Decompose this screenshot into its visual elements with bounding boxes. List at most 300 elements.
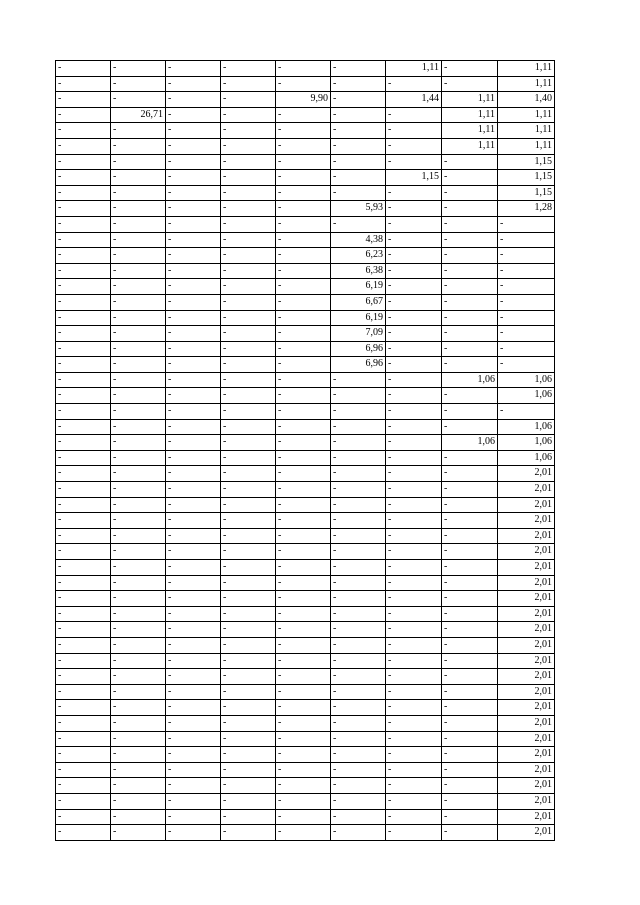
table-cell: - — [276, 591, 331, 607]
table-cell: - — [331, 700, 386, 716]
table-cell: - — [276, 544, 331, 560]
table-cell: - — [111, 138, 166, 154]
table-cell: - — [166, 419, 221, 435]
table-cell: - — [386, 201, 442, 217]
table-cell: - — [276, 61, 331, 77]
table-cell: - — [276, 825, 331, 841]
table-cell: - — [166, 76, 221, 92]
table-cell: - — [386, 715, 442, 731]
table-cell: - — [442, 61, 498, 77]
table-cell: - — [111, 669, 166, 685]
table-cell: - — [221, 591, 276, 607]
table-cell: - — [331, 747, 386, 763]
table-cell: - — [386, 575, 442, 591]
table-cell: - — [166, 123, 221, 139]
table-cell: - — [442, 279, 498, 295]
table-cell: 2,01 — [498, 513, 555, 529]
table-row — [56, 700, 555, 716]
table-cell: - — [56, 762, 111, 778]
table-cell: - — [166, 294, 221, 310]
table-cell: - — [221, 482, 276, 498]
table-cell: - — [276, 793, 331, 809]
table-cell: - — [56, 61, 111, 77]
table-cell: - — [111, 310, 166, 326]
table-cell: - — [111, 544, 166, 560]
table-cell: - — [498, 248, 555, 264]
table-cell: - — [331, 591, 386, 607]
table-row — [56, 731, 555, 747]
table-row — [56, 450, 555, 466]
table-cell: - — [442, 747, 498, 763]
table-cell: - — [111, 793, 166, 809]
table-cell: - — [442, 653, 498, 669]
table-cell: - — [442, 591, 498, 607]
table-cell: - — [442, 544, 498, 560]
table-cell: - — [111, 248, 166, 264]
table-cell: - — [111, 482, 166, 498]
table-cell: 2,01 — [498, 669, 555, 685]
table-cell: - — [111, 216, 166, 232]
table-cell: - — [56, 528, 111, 544]
table-cell: - — [442, 622, 498, 638]
table-row — [56, 715, 555, 731]
table-cell: 6,19 — [331, 310, 386, 326]
table-cell: - — [442, 216, 498, 232]
table-cell: - — [442, 762, 498, 778]
table-cell: 2,01 — [498, 544, 555, 560]
table-cell: - — [386, 279, 442, 295]
table-cell: - — [276, 279, 331, 295]
table-cell: - — [498, 232, 555, 248]
table-cell: - — [331, 170, 386, 186]
table-cell: - — [276, 560, 331, 576]
table-row — [56, 404, 555, 420]
table-cell: - — [331, 185, 386, 201]
table-cell: - — [111, 653, 166, 669]
table-cell: - — [386, 669, 442, 685]
table-cell: - — [166, 216, 221, 232]
table-cell: - — [386, 809, 442, 825]
table-cell: - — [276, 341, 331, 357]
table-cell: - — [331, 762, 386, 778]
table-cell: - — [111, 92, 166, 108]
table-row — [56, 294, 555, 310]
table-cell: 1,11 — [442, 107, 498, 123]
table-cell: - — [111, 762, 166, 778]
table-cell: - — [276, 294, 331, 310]
table-cell: - — [386, 684, 442, 700]
table-cell: - — [442, 778, 498, 794]
table-cell: - — [111, 232, 166, 248]
table-row — [56, 61, 555, 77]
table-cell: - — [442, 700, 498, 716]
table-cell: - — [56, 825, 111, 841]
table-cell: - — [111, 450, 166, 466]
table-cell: - — [276, 466, 331, 482]
table-cell: - — [442, 809, 498, 825]
data-table — [55, 60, 555, 841]
table-cell: - — [111, 684, 166, 700]
table-cell: 2,01 — [498, 622, 555, 638]
table-cell: - — [166, 544, 221, 560]
table-row — [56, 435, 555, 451]
table-cell: - — [166, 700, 221, 716]
table-cell: - — [56, 326, 111, 342]
table-cell: - — [56, 747, 111, 763]
table-row — [56, 248, 555, 264]
table-cell: - — [442, 825, 498, 841]
table-cell: - — [166, 357, 221, 373]
table-cell: 1,11 — [386, 61, 442, 77]
table-cell: - — [442, 669, 498, 685]
table-cell: - — [331, 404, 386, 420]
table-cell: - — [386, 731, 442, 747]
table-cell: - — [276, 809, 331, 825]
table-cell: - — [386, 138, 442, 154]
table-cell: - — [276, 388, 331, 404]
table-row — [56, 107, 555, 123]
table-cell: - — [276, 123, 331, 139]
table-cell: 1,06 — [498, 450, 555, 466]
table-cell: - — [221, 606, 276, 622]
table-cell: - — [442, 528, 498, 544]
table-cell: - — [221, 497, 276, 513]
table-cell: 1,15 — [386, 170, 442, 186]
table-cell: - — [221, 310, 276, 326]
table-cell: - — [221, 138, 276, 154]
table-cell: - — [386, 793, 442, 809]
table-cell: - — [276, 497, 331, 513]
table-cell: - — [442, 731, 498, 747]
table-cell: - — [221, 294, 276, 310]
table-cell: - — [56, 216, 111, 232]
table-cell: - — [111, 170, 166, 186]
table-cell: 2,01 — [498, 747, 555, 763]
table-cell: - — [386, 76, 442, 92]
table-cell: - — [442, 575, 498, 591]
table-cell: 2,01 — [498, 653, 555, 669]
table-cell: - — [111, 747, 166, 763]
table-cell: - — [111, 76, 166, 92]
table-cell: - — [442, 185, 498, 201]
table-cell: - — [221, 107, 276, 123]
table-cell: - — [386, 216, 442, 232]
table-cell: - — [221, 76, 276, 92]
table-row — [56, 170, 555, 186]
table-cell: - — [111, 622, 166, 638]
table-cell: - — [221, 388, 276, 404]
table-cell: - — [221, 279, 276, 295]
table-cell: - — [442, 248, 498, 264]
table-cell: - — [386, 388, 442, 404]
table-cell: - — [276, 450, 331, 466]
table-cell: - — [331, 669, 386, 685]
table-cell: - — [331, 513, 386, 529]
table-cell: - — [442, 404, 498, 420]
table-cell: - — [166, 310, 221, 326]
table-cell: - — [111, 185, 166, 201]
table-cell: - — [221, 637, 276, 653]
table-cell: - — [166, 560, 221, 576]
table-cell: 1,11 — [442, 138, 498, 154]
table-cell: - — [166, 528, 221, 544]
table-cell: - — [166, 575, 221, 591]
table-cell: 2,01 — [498, 825, 555, 841]
table-cell: - — [166, 61, 221, 77]
table-cell: - — [386, 653, 442, 669]
table-row — [56, 560, 555, 576]
table-cell: - — [111, 388, 166, 404]
table-cell: - — [331, 825, 386, 841]
table-cell: - — [386, 762, 442, 778]
table-row — [56, 154, 555, 170]
table-cell: - — [442, 76, 498, 92]
table-row — [56, 669, 555, 685]
table-cell: - — [166, 653, 221, 669]
table-cell: - — [276, 669, 331, 685]
table-cell: - — [498, 357, 555, 373]
table-cell: - — [166, 637, 221, 653]
table-cell: - — [386, 466, 442, 482]
table-cell: - — [111, 591, 166, 607]
table-cell: - — [386, 825, 442, 841]
table-cell: 9,90 — [276, 92, 331, 108]
table-cell: - — [166, 326, 221, 342]
table-cell: - — [331, 61, 386, 77]
table-row — [56, 310, 555, 326]
table-cell: 1,44 — [386, 92, 442, 108]
table-cell: - — [56, 76, 111, 92]
table-cell: - — [442, 263, 498, 279]
table-cell: - — [166, 435, 221, 451]
table-cell: - — [56, 372, 111, 388]
table-cell: - — [276, 482, 331, 498]
table-cell: - — [221, 216, 276, 232]
table-cell: - — [498, 310, 555, 326]
table-cell: - — [111, 606, 166, 622]
table-cell: - — [331, 216, 386, 232]
table-cell: - — [166, 809, 221, 825]
table-cell: - — [56, 154, 111, 170]
table-cell: - — [498, 294, 555, 310]
table-row — [56, 263, 555, 279]
table-cell: - — [56, 435, 111, 451]
table-cell: - — [276, 232, 331, 248]
table-cell: - — [56, 793, 111, 809]
table-cell: - — [56, 294, 111, 310]
table-cell: - — [386, 326, 442, 342]
table-cell: - — [166, 778, 221, 794]
table-cell: - — [386, 310, 442, 326]
table-cell: - — [331, 606, 386, 622]
table-cell: - — [442, 388, 498, 404]
table-cell: - — [221, 248, 276, 264]
table-cell: 1,40 — [498, 92, 555, 108]
table-cell: - — [442, 310, 498, 326]
table-cell: 1,11 — [442, 92, 498, 108]
table-cell: 2,01 — [498, 793, 555, 809]
table-row — [56, 92, 555, 108]
table-cell: - — [221, 326, 276, 342]
table-cell: - — [442, 341, 498, 357]
table-body — [56, 61, 555, 841]
table-cell: - — [111, 778, 166, 794]
table-cell: - — [386, 544, 442, 560]
table-row — [56, 762, 555, 778]
table-cell: - — [56, 388, 111, 404]
table-row — [56, 466, 555, 482]
table-cell: - — [56, 248, 111, 264]
table-cell: - — [276, 700, 331, 716]
table-cell: 1,06 — [498, 435, 555, 451]
table-cell: - — [111, 497, 166, 513]
table-cell: - — [276, 731, 331, 747]
table-cell: - — [442, 357, 498, 373]
table-cell: - — [386, 185, 442, 201]
table-cell: - — [386, 700, 442, 716]
table-cell: - — [56, 560, 111, 576]
table-cell: - — [276, 575, 331, 591]
table-row — [56, 825, 555, 841]
table-cell: - — [276, 684, 331, 700]
table-row — [56, 123, 555, 139]
table-cell: - — [166, 684, 221, 700]
table-cell: - — [56, 185, 111, 201]
table-cell: 6,23 — [331, 248, 386, 264]
table-cell: - — [276, 513, 331, 529]
table-cell: 2,01 — [498, 591, 555, 607]
table-cell: - — [221, 341, 276, 357]
table-cell: - — [56, 591, 111, 607]
table-cell: - — [56, 606, 111, 622]
table-cell: - — [56, 310, 111, 326]
table-cell: - — [56, 544, 111, 560]
table-cell: 2,01 — [498, 731, 555, 747]
table-cell: - — [386, 778, 442, 794]
table-cell: - — [442, 637, 498, 653]
table-cell: - — [331, 809, 386, 825]
table-cell: - — [442, 466, 498, 482]
table-cell: - — [276, 154, 331, 170]
table-cell: - — [276, 622, 331, 638]
table-cell: - — [56, 263, 111, 279]
table-row — [56, 528, 555, 544]
table-cell: - — [56, 123, 111, 139]
table-cell: - — [331, 637, 386, 653]
table-cell: - — [56, 138, 111, 154]
table-cell: - — [331, 793, 386, 809]
table-cell: - — [111, 279, 166, 295]
table-cell: - — [276, 653, 331, 669]
table-cell: - — [111, 61, 166, 77]
table-cell: - — [111, 513, 166, 529]
table-cell: - — [331, 76, 386, 92]
table-cell: - — [386, 263, 442, 279]
table-cell: - — [111, 575, 166, 591]
table-cell: - — [331, 684, 386, 700]
table-cell: - — [442, 419, 498, 435]
table-cell: - — [166, 372, 221, 388]
table-cell: - — [56, 575, 111, 591]
table-cell: - — [166, 825, 221, 841]
table-cell: - — [56, 419, 111, 435]
table-cell: - — [331, 544, 386, 560]
table-cell: - — [276, 216, 331, 232]
table-cell: - — [166, 762, 221, 778]
table-cell: - — [111, 466, 166, 482]
table-row — [56, 185, 555, 201]
table-cell: - — [221, 700, 276, 716]
table-cell: - — [166, 450, 221, 466]
table-cell: - — [166, 279, 221, 295]
table-cell: - — [386, 450, 442, 466]
table-cell: - — [276, 747, 331, 763]
table-row — [56, 637, 555, 653]
table-cell: 1,06 — [498, 419, 555, 435]
table-cell: - — [56, 513, 111, 529]
table-cell: - — [166, 591, 221, 607]
table-row — [56, 497, 555, 513]
table-cell: - — [331, 715, 386, 731]
table-cell: 2,01 — [498, 762, 555, 778]
table-cell: - — [276, 528, 331, 544]
table-cell: - — [442, 497, 498, 513]
table-cell: - — [221, 372, 276, 388]
table-cell: - — [111, 123, 166, 139]
table-cell: - — [386, 294, 442, 310]
table-cell: - — [331, 575, 386, 591]
table-cell: - — [166, 793, 221, 809]
table-cell: - — [56, 809, 111, 825]
table-cell: - — [56, 170, 111, 186]
table-cell: - — [386, 357, 442, 373]
table-cell: - — [386, 528, 442, 544]
table-cell: - — [221, 513, 276, 529]
table-row — [56, 326, 555, 342]
table-cell: - — [442, 294, 498, 310]
table-cell: - — [386, 435, 442, 451]
table-cell: - — [386, 513, 442, 529]
table-cell: - — [276, 357, 331, 373]
table-cell: - — [56, 715, 111, 731]
table-cell: - — [166, 731, 221, 747]
table-cell: 6,67 — [331, 294, 386, 310]
table-cell: - — [386, 404, 442, 420]
table-cell: 2,01 — [498, 497, 555, 513]
table-cell: - — [111, 700, 166, 716]
table-cell: - — [331, 138, 386, 154]
table-cell: 1,15 — [498, 170, 555, 186]
table-cell: - — [56, 341, 111, 357]
table-cell: 4,38 — [331, 232, 386, 248]
table-cell: - — [166, 482, 221, 498]
table-cell: - — [166, 107, 221, 123]
table-cell: - — [56, 357, 111, 373]
table-cell: - — [56, 482, 111, 498]
table-cell: - — [331, 450, 386, 466]
table-cell: - — [221, 544, 276, 560]
table-cell: - — [166, 388, 221, 404]
table-cell: - — [221, 762, 276, 778]
table-cell: - — [221, 466, 276, 482]
table-cell: - — [166, 263, 221, 279]
table-cell: - — [166, 669, 221, 685]
table-cell: - — [166, 185, 221, 201]
table-row — [56, 793, 555, 809]
table-cell: - — [221, 201, 276, 217]
table-cell: - — [111, 341, 166, 357]
table-cell: - — [442, 793, 498, 809]
